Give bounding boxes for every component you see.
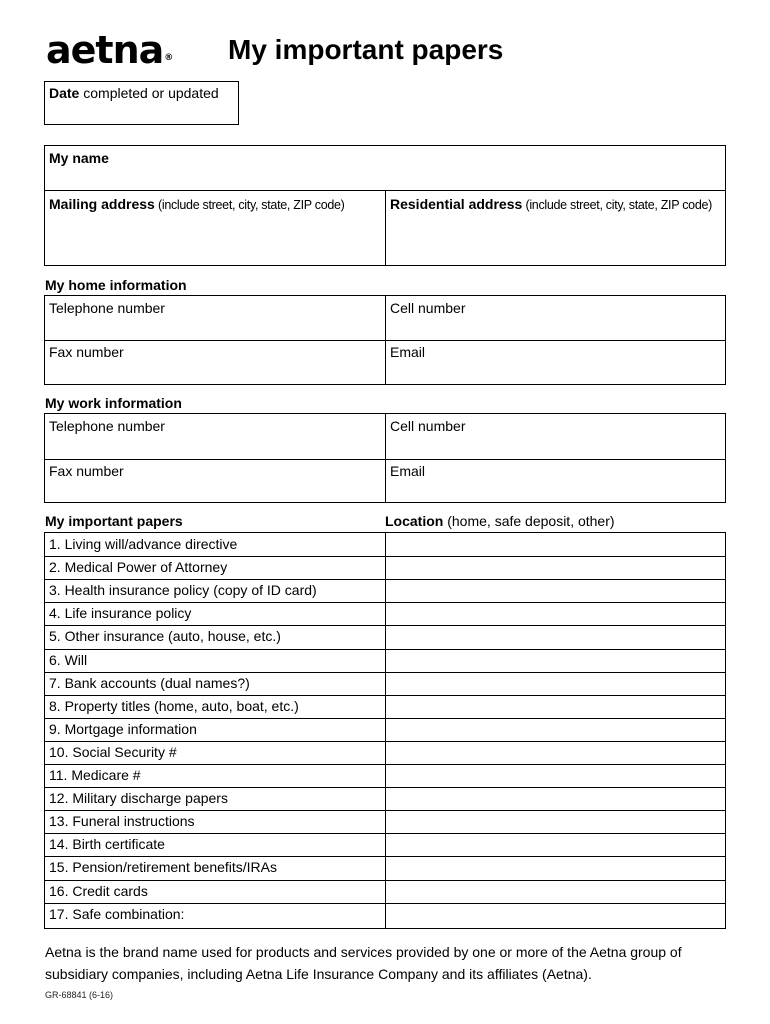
location-field[interactable] [386, 718, 725, 741]
paper-item: 2. Medical Power of Attorney [49, 559, 228, 575]
paper-item: 7. Bank accounts (dual names?) [49, 675, 250, 691]
work-cell-field[interactable]: Cell number [390, 418, 466, 434]
work-fax-field[interactable]: Fax number [49, 463, 124, 479]
aetna-logo [46, 28, 171, 72]
logo-text: aetna [46, 28, 164, 72]
paper-item: 9. Mortgage information [49, 721, 197, 737]
paper-item: 17. Safe combination: [49, 906, 185, 922]
date-box[interactable] [44, 81, 239, 125]
location-field[interactable] [386, 810, 725, 833]
home-cell-field[interactable]: Cell number [390, 300, 466, 316]
location-field[interactable] [386, 856, 725, 879]
form-code: GR-68841 (6-16) [45, 990, 114, 1000]
residential-address-field[interactable]: Residential address (include street, city, state, ZIP code) [390, 196, 712, 212]
paper-item: 11. Medicare # [49, 767, 141, 783]
location-field[interactable] [386, 649, 725, 672]
paper-item: 13. Funeral instructions [49, 813, 195, 829]
paper-item: 5. Other insurance (auto, house, etc.) [49, 628, 281, 644]
location-field[interactable] [386, 741, 725, 764]
location-field[interactable] [386, 556, 725, 579]
paper-item: 6. Will [49, 652, 88, 668]
my-name-field[interactable]: My name [49, 150, 109, 166]
location-field[interactable] [386, 903, 725, 926]
location-field[interactable] [386, 533, 725, 556]
location-field[interactable] [386, 833, 725, 856]
name-address-box [44, 145, 726, 266]
location-field[interactable] [386, 625, 725, 648]
location-field[interactable] [386, 602, 725, 625]
date-label: Date completed or updated [49, 85, 219, 101]
home-info-heading: My home information [45, 277, 187, 293]
work-telephone-field[interactable]: Telephone number [49, 418, 165, 434]
paper-item: 8. Property titles (home, auto, boat, etc.) [49, 698, 299, 714]
paper-item: 4. Life insurance policy [49, 605, 192, 621]
papers-table [44, 532, 726, 929]
paper-item: 14. Birth certificate [49, 836, 165, 852]
registered-mark: ® [164, 53, 173, 63]
location-field[interactable] [386, 764, 725, 787]
home-email-field[interactable]: Email [390, 344, 426, 360]
work-info-box [44, 413, 726, 503]
location-field[interactable] [386, 880, 725, 903]
home-fax-field[interactable]: Fax number [49, 344, 124, 360]
location-field[interactable] [386, 695, 725, 718]
mailing-address-field[interactable]: Mailing address (include street, city, state, ZIP code) [49, 196, 345, 212]
footer-disclaimer: Aetna is the brand name used for products and services provided by one or more of the Aetna group of subsidiary companies, including Aetna Life Insurance Company and its affiliates (Aetna). [45, 944, 682, 982]
paper-item: 1. Living will/advance directive [49, 536, 238, 552]
papers-heading: My important papers [45, 513, 183, 529]
home-telephone-field[interactable]: Telephone number [49, 300, 165, 316]
location-field[interactable] [386, 787, 725, 810]
work-info-heading: My work information [45, 395, 182, 411]
home-info-box [44, 295, 726, 385]
paper-item: 16. Credit cards [49, 883, 148, 899]
location-field[interactable] [386, 579, 725, 602]
work-email-field[interactable]: Email [390, 463, 426, 479]
location-heading: Location (home, safe deposit, other) [385, 513, 615, 529]
paper-item: 12. Military discharge papers [49, 790, 228, 806]
paper-item: 10. Social Security # [49, 744, 177, 760]
page-title: My important papers [228, 34, 504, 65]
location-field[interactable] [386, 672, 725, 695]
paper-item: 3. Health insurance policy (copy of ID card) [49, 582, 317, 598]
paper-item: 15. Pension/retirement benefits/IRAs [49, 859, 278, 875]
